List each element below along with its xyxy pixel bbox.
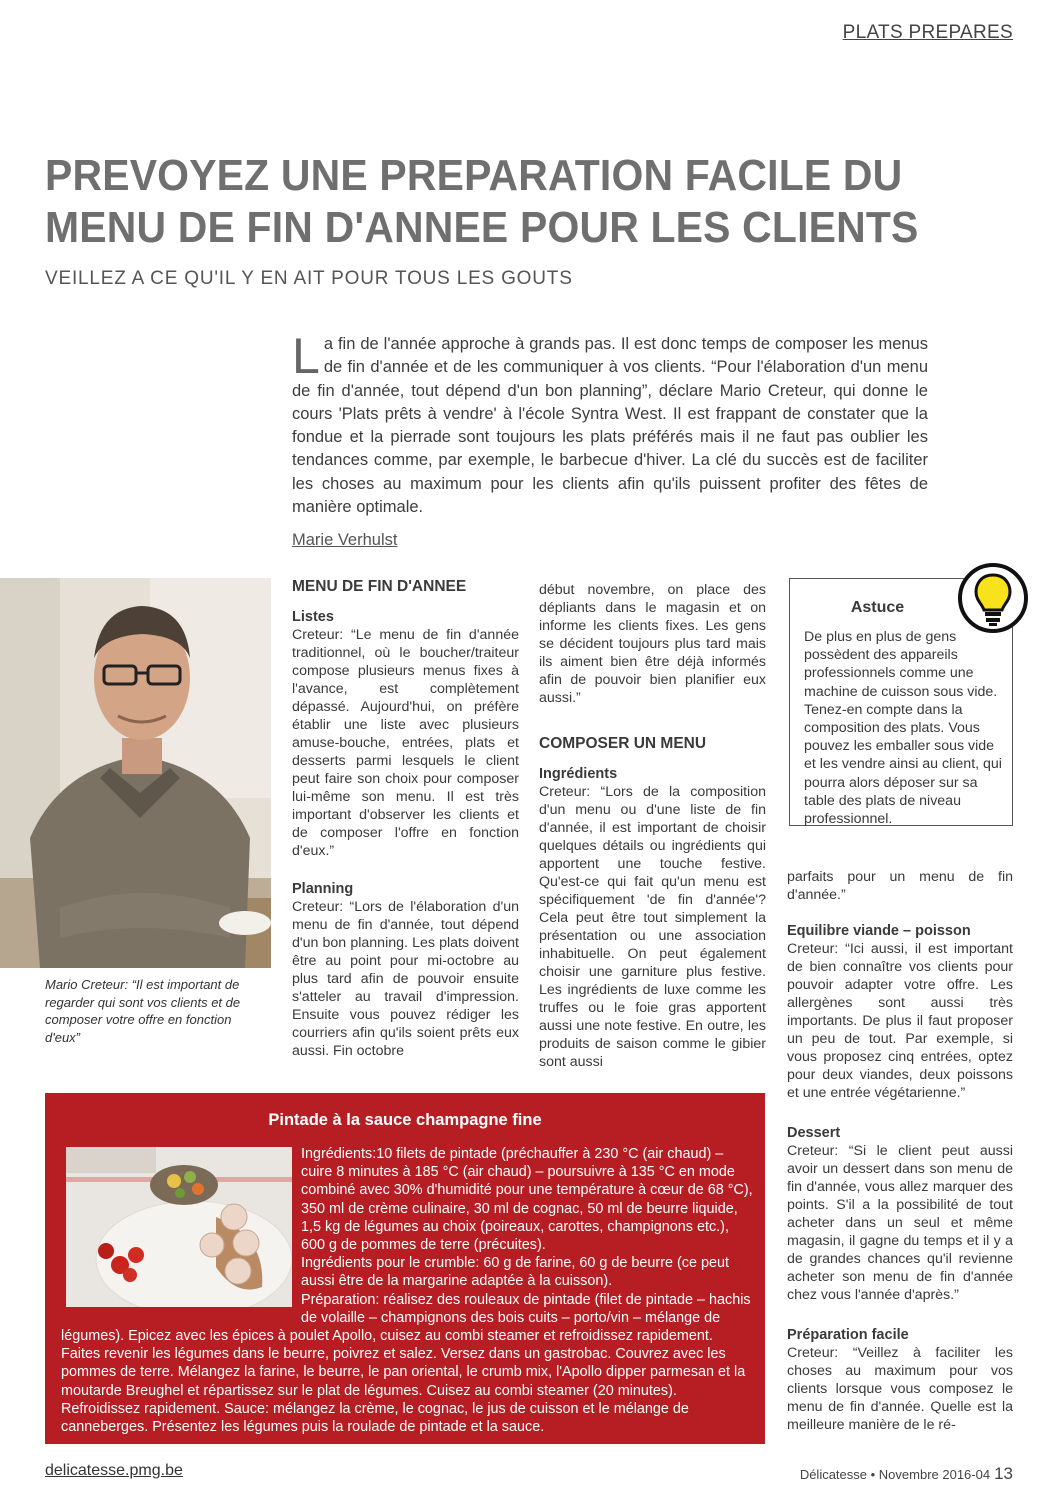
- lightbulb-icon: [957, 562, 1029, 634]
- subheading-preparation: Préparation facile: [787, 1327, 909, 1343]
- column-1: [292, 578, 519, 1060]
- paragraph-preparation: Creteur: “Veillez à faciliter les choses au maximum pour vos clients lorsque vous composez le menu de fin d'année. Quelle est la meilleure manière de le ré-: [787, 1345, 1013, 1433]
- title-line-2: MENU DE FIN D'ANNEE POUR LES CLIENTS: [45, 203, 919, 252]
- subheading-ingredients: Ingrédients: [539, 766, 618, 782]
- portrait-illustration: [0, 578, 271, 968]
- subtitle: VEILLEZ A CE QU'IL Y EN AIT POUR TOUS LES GOUTS: [45, 268, 573, 289]
- paragraph-planning: Creteur: “Lors de l'élaboration d'un menu de fin d'année, tout dépend d'un bon planning. Les plats doivent être au point pour mi-octobre au plus tard afin de pouvoir ensuite s'atteler au travail d'impression. Ensuite vous pouvez rédiger les courriers afin qu'ils soient prêts eux aussi. Fin octobre: [292, 899, 519, 1059]
- paragraph-continued-3: parfaits pour un menu de fin d'année.”: [787, 869, 1013, 903]
- preparation-text: réalisez des rouleaux de pintade (filet de pintade – hachis de volaille – champignons des bois cuits – porto/vin – mélange de légumes). Epicez avec les épices à poulet Apollo, cuisez au combi steamer et refroidissez rapidement. Faites revenir les légumes dans le beurre, poivrez et salez. Versez dans un gastrobac. Couvrez avec les pommes de terre. Mélangez la farine, le beurre, le pan oriental, le crumb mix, l'Apollo dipper parmesan et la moutarde Breughel et répartissez sur le plat de légumes. Cuisez au combi steamer (20 minutes). Refroidissez rapidement. Sauce: mélangez la crème, le cognac, le jus de cuisson et le mélange de canneberges. Présentez les légumes puis la roulade de pintade et la sauce.: [61, 1291, 751, 1436]
- recipe-text: [61, 1145, 755, 1436]
- subheading-equilibre: Equilibre viande – poisson: [787, 923, 971, 939]
- ingredients-label: Ingrédients:: [301, 1146, 377, 1162]
- paragraph-equilibre: Creteur: “Ici aussi, il est important de bien connaître vos clients pour pouvoir adapter votre offre. Les allergènes sont aussi très importants. De plus il faut proposer un peu de tout. Par exemple, si vous proposez cinq entrées, optez pour deux viandes, deux poissons et une entrée végétarienne.”: [787, 941, 1013, 1101]
- subheading-listes: Listes: [292, 609, 334, 625]
- section-heading-menu: MENU DE FIN D'ANNEE: [292, 578, 467, 595]
- recipe-title: Pintade à la sauce champagne fine: [268, 1111, 542, 1129]
- section-label: PLATS PREPARES: [842, 22, 1013, 43]
- title-line-1: PREVOYEZ UNE PREPARATION FACILE DU: [45, 151, 903, 200]
- crumble-label: Ingrédients pour le crumble:: [301, 1255, 480, 1272]
- paragraph-continued: début novembre, on place des dépliants dans le magasin et on informe les clients fixes. Les gens se décident toujours plus tard mais ils aiment bien être déjà informés afin de pouvoir bien planifier eux aussi.”: [539, 582, 766, 706]
- paragraph-dessert: Creteur: “Si le client peut aussi avoir un dessert dans son menu de fin d'année, vous allez marquer des points. S'il a la possibilité de tout acheter dans un seul et même magasin, il gagne du temps et il y a de grandes chances qu'il revienne acheter son menu de fin d'année chez vous l'année d'après.”: [787, 1143, 1013, 1303]
- intro-paragraph: [292, 328, 928, 519]
- crumble-text: 60 g de farine, 60 g de beurre (ce peut aussi être de la margarine adaptée à la cuisson).: [301, 1255, 729, 1290]
- page-title: [45, 150, 956, 254]
- portrait-photo: [0, 578, 271, 968]
- preparation-label: Préparation:: [301, 1291, 380, 1308]
- recipe-box: [45, 1093, 765, 1444]
- paragraph-ingredients: Creteur: “Lors de la composition d'un menu ou d'une liste de fin d'année, il est important de choisir quelques détails ou ingrédients qui apportent une touche festive. Qu'est-ce qui fait qu'un menu est spécifiquement 'de fin d'année'? Cela peut être tout simplement la présentation ou une association inhabituelle. On peut également choisir une garniture plus festive. Les ingrédients de luxe comme les truffes ou le foie gras apportent aussi une note festive. En outre, les produits de saison comme le gibier sont aussi: [539, 784, 766, 1070]
- paragraph-listes: Creteur: “Le menu de fin d'année traditionnel, où le boucher/traiteur compose plusieurs menus fixes à l'avance, est complètement dépassé. Aujourd'hui, on préfère établir une liste avec plusieurs amuse-bouche, entrées, plats et desserts parmi lesquels le client peut faire son choix pour composer lui-même son menu. Il est très important d'observer les clients et de composer l'offre en fonction d'eux.”: [292, 627, 519, 859]
- tip-text: De plus en plus de gens possèdent des appareils professionnels comme une machine de cuisson sous vide. Tenez-en compte dans la composition des plats. Vous pouvez les emballer sous vide et les vendre ainsi au client, qui pourra alors déposer sur sa table des plats de niveau professionnel.: [804, 629, 1002, 828]
- ingredients-text: 10 filets de pintade (préchauffer à 230 °C (air chaud) – cuire 8 minutes à 185 °C (air chaud) – poursuivre à 135 °C en mode combiné avec 30% d'humidité pour une température à cœur de 68 °C), 350 ml de crème culinaire, 30 ml de cognac, 50 ml de beurre liquide, 1,5 kg de légumes au choix (poireaux, carottes, champignons etc.), 600 g de pommes de terre (précuites).: [301, 1146, 753, 1254]
- intro-text: a fin de l'année approche à grands pas. Il est donc temps de composer les menus de fin d'année et de les communiquer à vos clients. “Pour l'élaboration d'un menu de fin d'année, tout dépend d'un bon planning”, déclare Mario Creteur, qui donne le cours 'Plats prêts à vendre' à l'école Syntra West. Il est frappant de constater que la fondue et la pierrade sont toujours les plats préférés mais il ne faut pas oublier les tendances comme, par exemple, le barbecue d'hiver. La clé du succès est de faciliter les choses au maximum pour les clients afin qu'ils puissent profiter des fêtes de manière optimale.: [292, 335, 928, 517]
- footer-issue-text: Délicatesse • Novembre 2016-04: [799, 1467, 991, 1482]
- page-number: 13: [994, 1464, 1013, 1483]
- tip-title: Astuce: [850, 599, 905, 616]
- author-byline[interactable]: Marie Verhulst: [292, 531, 398, 549]
- footer-website-link[interactable]: delicatesse.pmg.be: [45, 1462, 183, 1479]
- subheading-dessert: Dessert: [787, 1125, 841, 1141]
- column-3: [787, 868, 1013, 1434]
- subheading-planning: Planning: [292, 881, 354, 897]
- column-2: [539, 581, 766, 1071]
- footer-issue: [800, 1464, 1013, 1484]
- drop-cap: L: [292, 328, 320, 384]
- section-heading-composer: COMPOSER UN MENU: [539, 735, 707, 752]
- photo-caption: Mario Creteur: “Il est important de regarder qui sont vos clients et de composer votre offre en fonction d'eux”: [45, 977, 241, 1045]
